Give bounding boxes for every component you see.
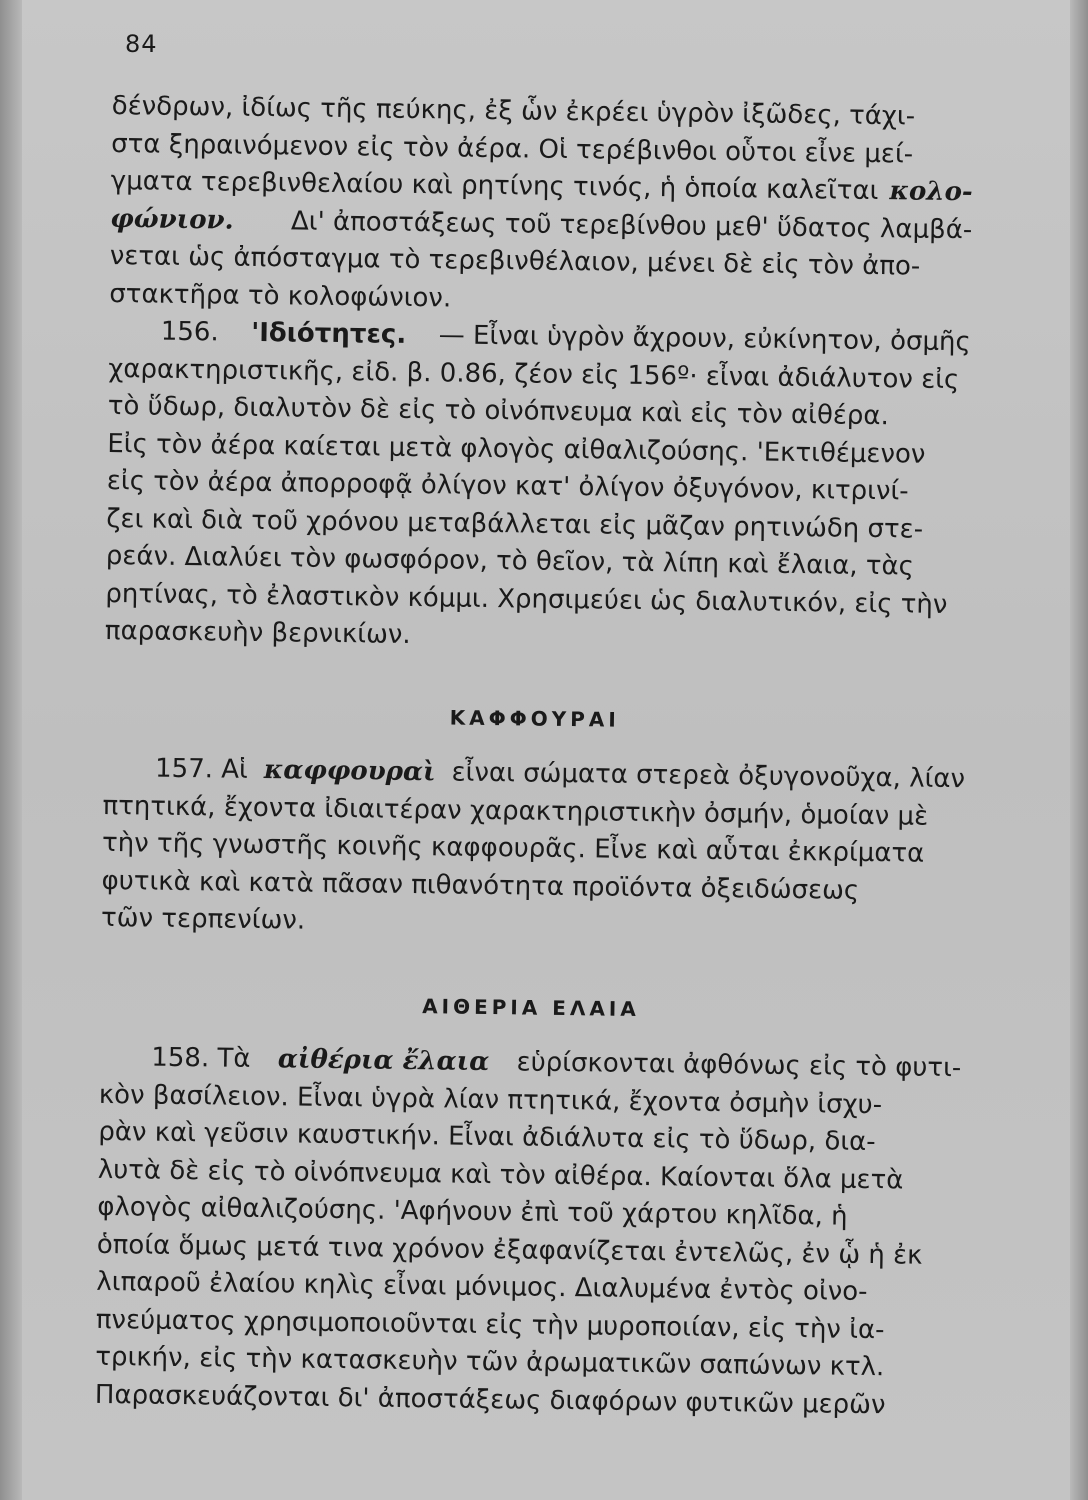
text-line: ρητίνας, τὸ ἐλαστικὸν κόμμι. Χρησιμεύει ὡς διαλυτικόν, εἰς τὴν [105, 578, 948, 620]
text-span: εἶναι σώματα στερεὰ ὀξυγονοῦχα, λίαν [451, 757, 966, 795]
text-span: — Εἶναι ὑγρὸν ἄχρουν, εὐκίνητον, ὀσμῆς [438, 320, 971, 358]
text-line: ρὰν καὶ γεῦσιν καυστικήν. Εἶναι ἀδιάλυτα εἰς τὸ ὕδωρ, δια- [98, 1116, 876, 1158]
section-heading-camphors: ΚΑΦΦΟΥΡΑΙ [449, 704, 620, 732]
text-span: Δι' ἀποστάξεως τοῦ τερεβίνθου μεθ' ὕδατος λαμβά- [290, 205, 973, 245]
text-line: ὁποία ὅμως μετά τινα χρόνον ἐξαφανίζεται ἐντελῶς, ἐν ᾧ ἡ ἐκ [96, 1229, 923, 1271]
emphasis-term: φώνιον. [110, 203, 234, 236]
page-number: 84 [125, 30, 158, 58]
page-shadow-right [1070, 0, 1088, 1500]
section-heading-essential-oils: ΑΙΘΕΡΙΑ ΕΛΑΙΑ [422, 993, 640, 1021]
text-line: κὸν βασίλειον. Εἶναι ὑγρὰ λίαν πτητικά, ἔχοντα ὀσμὴν ἰσχυ- [98, 1079, 883, 1120]
text-line: ρεάν. Διαλύει τὸν φωσφόρον, τὸ θεῖον, τὰ λίπη καὶ ἔλαια, τὰς [105, 540, 915, 582]
emphasis-term: καφφουραὶ [263, 755, 436, 788]
text-line: τὴν τῆς γνωστῆς κοινῆς καφφουρᾶς. Εἶνε καὶ αὗται ἐκκρίματα [101, 827, 925, 869]
text-line: πνεύματος χρησιμοποιοῦνται εἰς τὴν μυροποιίαν, εἰς τὴν ἰα- [95, 1304, 885, 1345]
text-line: στακτῆρα τὸ κολοφώνιον. [109, 278, 452, 313]
text-line: χαρακτηριστικῆς, εἰδ. β. 0.86, ζέον εἰς 156º· εἶναι ἀδιάλυτον εἰς [108, 353, 960, 395]
page-shadow-left [0, 0, 22, 1500]
text-span: 158. Τὰ [151, 1042, 251, 1074]
emphasis-term: αἰθέρια ἔλαια [277, 1044, 490, 1078]
text-line: νεται ὡς ἀπόσταγμα τὸ τερεβινθέλαιον, μένει δὲ εἰς τὸν ἀπο- [109, 240, 921, 282]
section-number: 156. [160, 316, 219, 348]
text-line: πτητικά, ἔχοντα ἰδιαιτέραν χαρακτηριστικὴν ὀσμήν, ὁμοίαν μὲ [102, 790, 929, 832]
text-line: δένδρων, ἰδίως τῆς πεύκης, ἐξ ὧν ἐκρέει ὑγρὸν ἰξῶδες, τάχι- [111, 90, 916, 132]
text-line: φυτικὰ καὶ κατὰ πᾶσαν πιθανότητα προϊόντα ὀξειδώσεως [101, 865, 860, 906]
text-line: τρικήν, εἰς τὴν κατασκευὴν τῶν ἀρωματικῶν σαπώνων κτλ. [95, 1341, 885, 1383]
text-line: τῶν τερπενίων. [100, 902, 306, 936]
text-line: Παρασκευάζονται δι' ἀποστάξεως διαφόρων φυτικῶν μερῶν [94, 1379, 886, 1420]
emphasis-term: κολο- [889, 176, 973, 208]
text-line: ζει καὶ διὰ τοῦ χρόνου μεταβάλλεται εἰς μᾶζαν ρητινώδη στε- [106, 503, 924, 545]
text-line: παρασκευὴν βερνικίων. [104, 615, 411, 650]
text-line: φλογὸς αἰθαλιζούσης. 'Αφήνουν ἐπὶ τοῦ χάρτου κηλῖδα, ἡ [97, 1191, 848, 1232]
text-line: Εἰς τὸν ἀέρα καίεται μετὰ φλογὸς αἰθαλιζούσης. 'Εκτιθέμενον [107, 428, 926, 470]
text-line: λιπαροῦ ἐλαίου κηλὶς εἶναι μόνιμος. Διαλυμένα ἐντὸς οἰνο- [96, 1266, 868, 1307]
section-title-properties: 'Ιδιότητες. [251, 317, 407, 350]
text-span: 157. Αἱ [154, 753, 249, 785]
page-body [95, 88, 974, 1425]
text-line: τὸ ὕδωρ, διαλυτὸν δὲ εἰς τὸ οἰνόπνευμα καὶ εἰς τὸν αἰθέρα. [107, 390, 890, 432]
text-span: γματα τερεβινθελαίου καὶ ρητίνης τινός, ἡ ὁποία καλεῖται [110, 165, 879, 207]
text-line: στα ξηραινόμενον εἰς τὸν ἀέρα. Οἱ τερέβινθοι οὗτοι εἶνε μεί- [111, 128, 914, 169]
text-line: λυτὰ δὲ εἰς τὸ οἰνόπνευμα καὶ τὸν αἰθέρα. Καίονται ὅλα μετὰ [97, 1154, 904, 1195]
text-line: εἰς τὸν ἀέρα ἀπορροφᾷ ὀλίγον κατ' ὀλίγον ὀξυγόνον, κιτρινί- [106, 465, 909, 507]
text-span: εὑρίσκονται ἀφθόνως εἰς τὸ φυτι- [516, 1047, 962, 1084]
